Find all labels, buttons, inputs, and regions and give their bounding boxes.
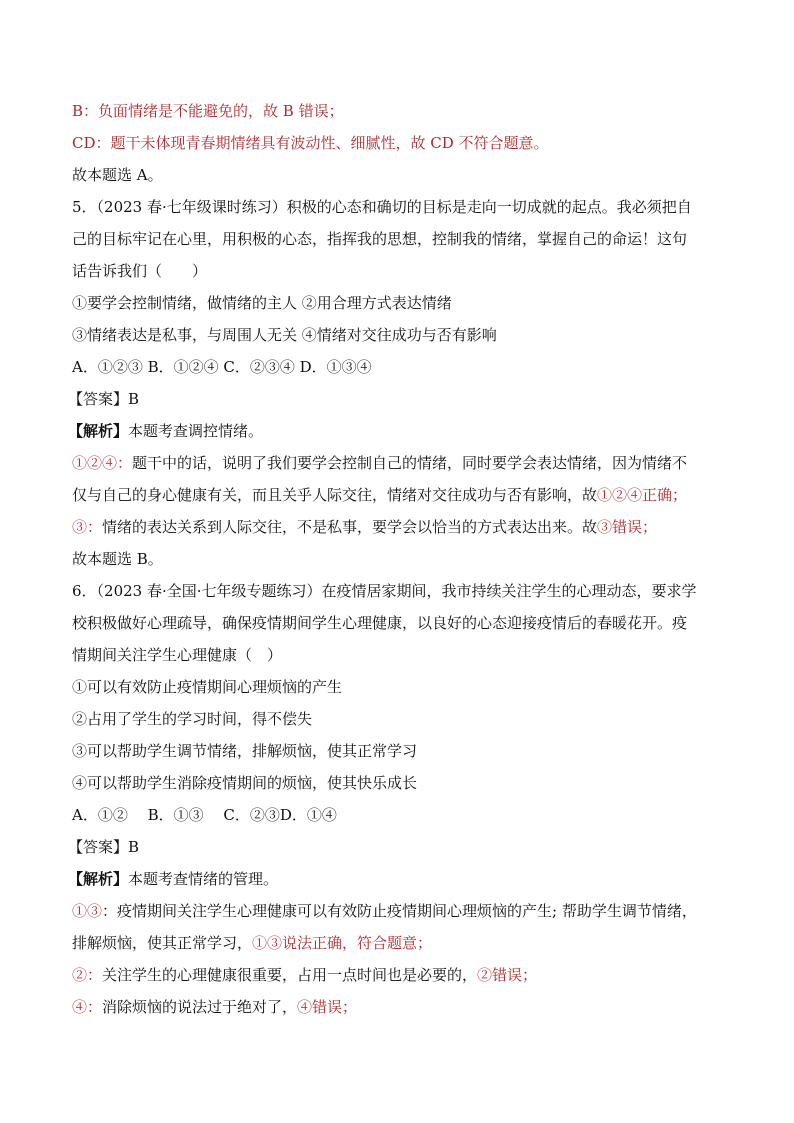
q5-conclusion: 故本题选 B。 bbox=[72, 550, 163, 568]
q5-exp-1a: ①②④： bbox=[72, 454, 133, 472]
q5-stem-line-1: 5．（2023 春·七年级课时练习）积极的心态和确切的目标是走向一切成就的起点。我必须把自 bbox=[72, 198, 692, 216]
q5-option-line-1: ①要学会控制情绪，做情绪的主人 ②用合理方式表达情绪 bbox=[72, 294, 452, 312]
q6-exp-4a: ④： bbox=[72, 998, 103, 1016]
q5-exp-3a: ③： bbox=[72, 518, 103, 536]
q5-exp-1b: 题干中的话，说明了我们要学会控制自己的情绪，同时要学会表达情绪，因为情绪不 bbox=[132, 454, 688, 472]
q5-option-line-2: ③情绪表达是私事，与周围人无关 ④情绪对交往成功与否有影响 bbox=[72, 326, 497, 344]
q6-exp-3a: ②： bbox=[72, 966, 103, 984]
q5-exp-3c: ③错误； bbox=[597, 518, 658, 536]
q5-explanation-line-2 bbox=[72, 485, 687, 505]
q6-exp-4b: 消除烦恼的说法过于绝对了， bbox=[102, 998, 298, 1016]
q5-stem-line-2: 己的目标牢记在心里，用积极的心态，指挥我的思想，控制我的情绪，掌握自己的命运！这句 bbox=[72, 230, 688, 248]
q6-analysis bbox=[68, 869, 278, 889]
q5-analysis-text: 本题考查调控情绪。 bbox=[128, 422, 264, 440]
q6-exp-1b: ：疫情期间关注学生心理健康可以有效防止疫情期间心理烦恼的产生; 帮助学生调节情绪， bbox=[102, 902, 697, 920]
q6-analysis-text: 本题考查情绪的管理。 bbox=[128, 870, 279, 888]
q6-option-1: ①可以有效防止疫情期间心理烦恼的产生 bbox=[72, 678, 343, 696]
q5-stem-line-3: 话告诉我们（ ） bbox=[72, 262, 208, 280]
q6-choices: A．①② B．①③ C．②③D．①④ bbox=[72, 806, 337, 824]
q6-stem-line-1: 6．（2023 春·全国·七年级专题练习）在疫情居家期间，我市持续关注学生的心理动态，要求学 bbox=[72, 582, 697, 600]
q6-stem-line-2: 校积极做好心理疏导，确保疫情期间学生心理健康，以良好的心态迎接疫情后的春暖花开。疫 bbox=[72, 614, 688, 632]
q5-choices: A．①②③ B．①②④ C．②③④ D．①③④ bbox=[72, 358, 372, 376]
q5-explanation-line-1 bbox=[72, 453, 687, 473]
q5-analysis bbox=[68, 421, 263, 441]
q5-exp-2a: 仅与自己的身心健康有关，而且关乎人际交往，情绪对交往成功与否有影响，故 bbox=[72, 486, 598, 504]
q6-explanation-line-4 bbox=[72, 997, 357, 1017]
q5-exp-2b: ①②④正确； bbox=[597, 486, 688, 504]
q6-exp-3c: ②错误； bbox=[477, 966, 538, 984]
q6-option-2: ②占用了学生的学习时间，得不偿失 bbox=[72, 710, 313, 728]
q6-explanation-line-1 bbox=[72, 901, 697, 921]
prev-explanation-cd: CD：题干未体现青春期情绪具有波动性、细腻性，故 CD 不符合题意。 bbox=[72, 134, 549, 152]
q6-stem-line-3: 情期间关注学生心理健康（ ） bbox=[72, 646, 283, 664]
q6-exp-2b: ①③说法正确，符合题意； bbox=[252, 934, 433, 952]
q6-exp-3b: 关注学生的心理健康很重要，占用一点时间也是必要的， bbox=[102, 966, 478, 984]
q6-exp-1a: ①③ bbox=[72, 902, 103, 920]
q5-answer: 【答案】B bbox=[68, 390, 140, 408]
q6-analysis-label: 【解析】 bbox=[68, 870, 129, 888]
q6-explanation-line-2 bbox=[72, 933, 432, 953]
q5-explanation-line-3 bbox=[72, 517, 657, 537]
q6-option-4: ④可以帮助学生消除疫情期间的烦恼，使其快乐成长 bbox=[72, 774, 418, 792]
q6-explanation-line-3 bbox=[72, 965, 537, 985]
prev-conclusion: 故本题选 A。 bbox=[72, 166, 163, 184]
q6-exp-2a: 排解烦恼，使其正常学习， bbox=[72, 934, 253, 952]
q5-exp-3b: 情绪的表达关系到人际交往，不是私事，要学会以恰当的方式表达出来。故 bbox=[102, 518, 598, 536]
q6-option-3: ③可以帮助学生调节情绪，排解烦恼，使其正常学习 bbox=[72, 742, 418, 760]
q6-answer: 【答案】B bbox=[68, 838, 140, 856]
q5-analysis-label: 【解析】 bbox=[68, 422, 129, 440]
q6-exp-4c: ④错误； bbox=[297, 998, 358, 1016]
prev-explanation-b: B：负面情绪是不能避免的，故 B 错误； bbox=[72, 102, 344, 120]
